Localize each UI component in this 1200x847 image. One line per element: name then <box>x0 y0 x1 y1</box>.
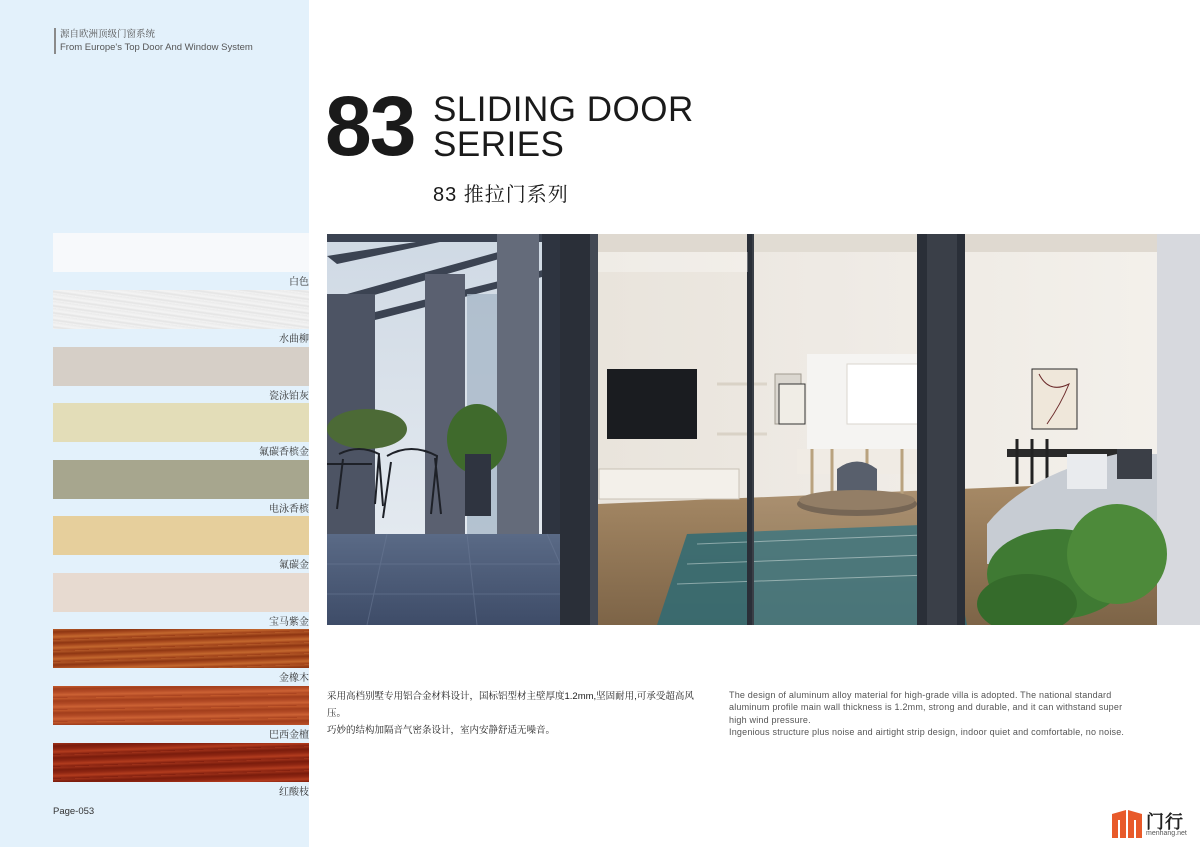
swatch-ash-wood <box>53 290 309 329</box>
header-accent-bar <box>54 28 56 54</box>
swatch-white <box>53 233 309 272</box>
brand-url: menhang.net <box>1146 830 1187 837</box>
page-number: Page-053 <box>53 806 95 817</box>
series-number: 83 <box>325 79 415 173</box>
series-title <box>433 92 694 162</box>
swatch-fluorocarbon-gold <box>53 516 309 555</box>
swatch-label: 红酸枝 <box>279 787 309 798</box>
header-tagline-en: From Europe's Top Door And Window System <box>60 42 253 53</box>
hero-photo <box>327 234 1200 625</box>
swatch-label: 电泳香槟 <box>269 504 309 515</box>
swatch-purple-gold <box>53 573 309 612</box>
swatch-label: 巴西金檀 <box>269 730 309 741</box>
description-en-para2: Ingenious structure plus noise and airtight strip design, indoor quiet and comfortable, no noise. <box>729 727 1125 738</box>
description-cn-para2: 巧妙的结构加隔音气密条设计，室内安静舒适无噪音。 <box>327 725 556 736</box>
series-title-line1: SLIDING DOOR <box>433 90 694 129</box>
swatch-label: 水曲柳 <box>279 334 309 345</box>
swatch-label: 宝马紫金 <box>269 617 309 628</box>
swatch-label: 瓷泳铂灰 <box>269 391 309 402</box>
swatch-label: 金橡木 <box>279 673 309 684</box>
description-cn-para1: 采用高档别墅专用铝合金材料设计，国标铝型材主壁厚度1.2mm,坚固耐用,可承受超高风压。 <box>327 691 694 719</box>
description-en <box>729 689 1139 739</box>
swatch-champagne-gold <box>53 403 309 442</box>
swatch-label: 白色 <box>289 277 309 288</box>
series-subtitle: 83 推拉门系列 <box>433 184 569 206</box>
header-tagline-cn: 源自欧洲顶级门窗系统 <box>60 29 156 40</box>
description-en-para1: The design of aluminum alloy material for high-grade villa is adopted. The national standard aluminum profile main wall thickness is 1.2mm, strong and durable, and it can withstand super high wind pressure. <box>729 690 1123 725</box>
brand-name: 门行 <box>1146 812 1184 832</box>
header-tagline <box>60 28 253 54</box>
swatch-electro-champagne <box>53 460 309 499</box>
swatch-platinum-grey <box>53 347 309 386</box>
swatch-label: 氟碳金 <box>279 560 309 571</box>
series-title-line2: SERIES <box>433 125 565 164</box>
swatch-label: 氟碳香槟金 <box>259 447 309 458</box>
swatch-rosewood <box>53 743 309 782</box>
swatch-brazil-sandalwood <box>53 686 309 725</box>
description-cn <box>327 688 697 739</box>
swatch-golden-oak <box>53 629 309 668</box>
brand-logo-icon <box>1110 808 1144 842</box>
